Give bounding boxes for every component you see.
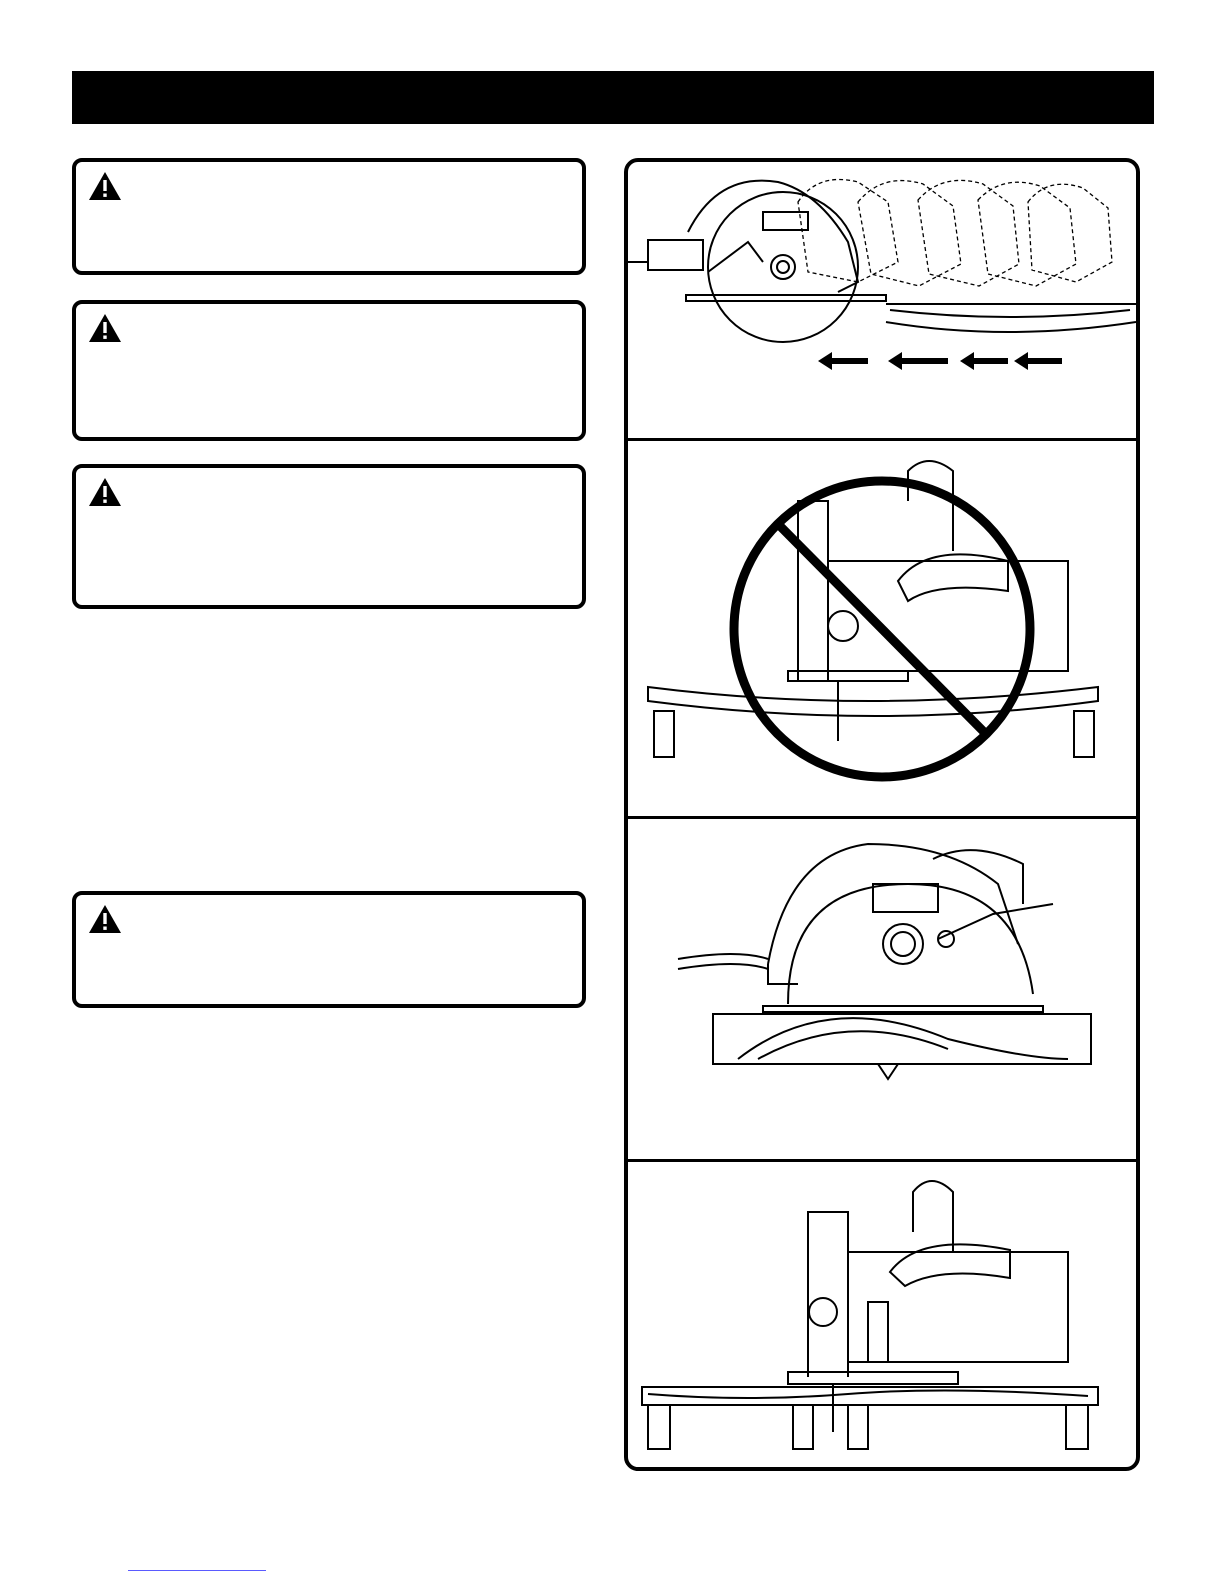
saw-side-view-illustration [628, 819, 1136, 1159]
warning-box-4 [72, 891, 586, 1008]
header-bar [72, 71, 1154, 124]
warning-triangle-icon [88, 313, 122, 343]
correct-support-illustration [628, 1162, 1136, 1467]
kickback-illustration [628, 162, 1136, 438]
circular-saw-kickback-icon [628, 162, 1136, 438]
warning-triangle-icon [88, 904, 122, 934]
circular-saw-front-icon [628, 1162, 1136, 1467]
warning-box-3 [72, 464, 586, 609]
footer-link[interactable] [128, 1570, 266, 1571]
incorrect-support-illustration [628, 441, 1136, 816]
circular-saw-icon [628, 819, 1136, 1159]
warning-box-1 [72, 158, 586, 275]
warning-triangle-icon [88, 477, 122, 507]
warning-box-2 [72, 300, 586, 441]
warning-triangle-icon [88, 171, 122, 201]
figure-panel [624, 158, 1140, 1471]
prohibited-icon [628, 441, 1136, 816]
